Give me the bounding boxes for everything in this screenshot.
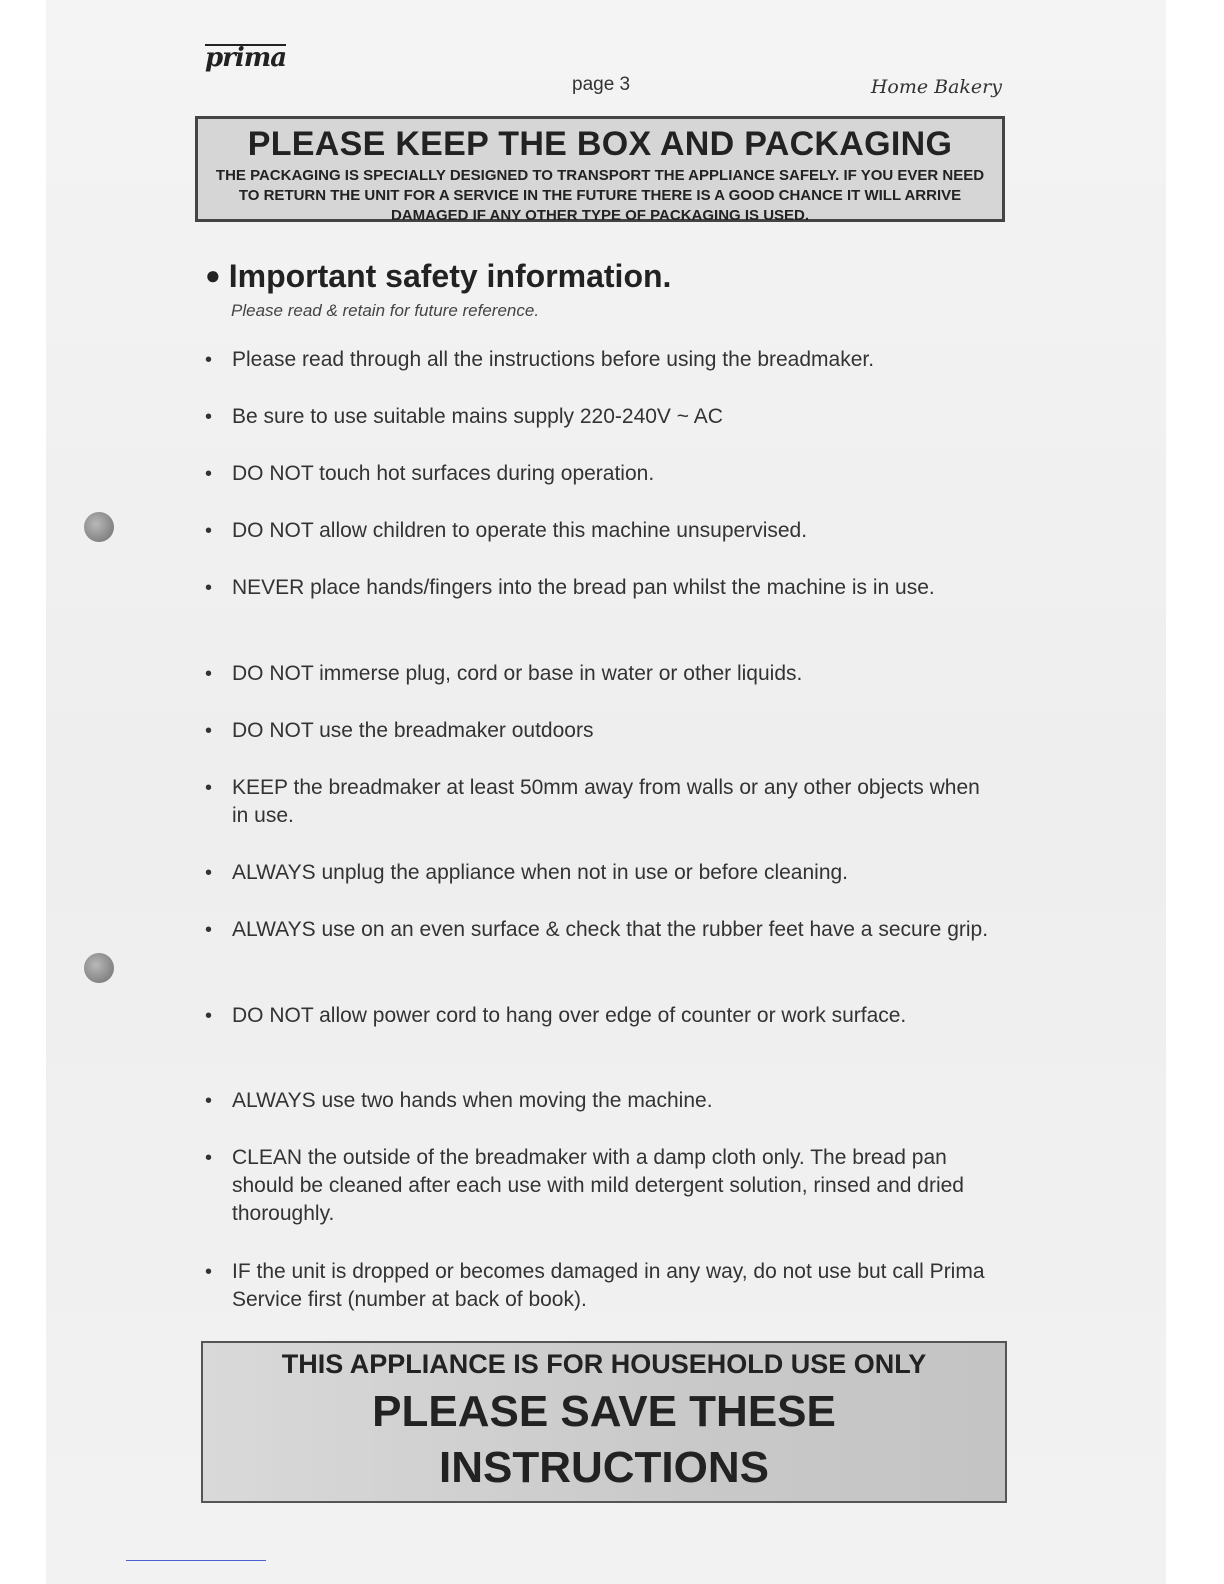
list-item: • DO NOT touch hot surfaces during operation.: [205, 460, 995, 488]
list-item: • ALWAYS use on an even surface & check that the rubber feet have a secure grip.: [205, 916, 995, 944]
divider: [126, 1560, 266, 1561]
packaging-notice-box: [195, 116, 1005, 222]
list-item: • ALWAYS use two hands when moving the machine.: [205, 1087, 995, 1115]
save-instructions-box: [201, 1341, 1007, 1503]
list-item: • DO NOT allow power cord to hang over edge of counter or work surface.: [205, 1002, 995, 1030]
safety-subtitle: Please read & retain for future reference.: [231, 301, 540, 320]
list-item: • DO NOT use the breadmaker outdoors: [205, 717, 995, 745]
list-item: • DO NOT allow children to operate this machine unsupervised.: [205, 517, 995, 545]
list-item: • DO NOT immerse plug, cord or base in water or other liquids.: [205, 660, 995, 688]
page-margin-left: [0, 0, 46, 1584]
list-item: • KEEP the breadmaker at least 50mm away from walls or any other objects when in use.: [205, 774, 995, 830]
header-brand-title: Home Bakery: [870, 76, 1002, 98]
safety-section-title: [205, 258, 671, 295]
bullet-icon: ●: [205, 260, 221, 290]
packaging-notice-body: THE PACKAGING IS SPECIALLY DESIGNED TO TRANSPORT THE APPLIANCE SAFELY. IF YOU EVER NEED TO RETURN THE UNIT FOR A SERVICE IN THE FUTURE THERE IS A GOOD CHANCE IT WILL ARRIVE DAMAGED IF ANY OTHER TYPE OF PACKAGING IS USED.: [215, 167, 985, 224]
list-item: • CLEAN the outside of the breadmaker with a damp cloth only. The bread pan should be cleaned after each use with mild detergent solution, rinsed and dried thoroughly.: [205, 1144, 995, 1228]
punch-hole-icon: [84, 512, 114, 542]
list-item: • ALWAYS unplug the appliance when not in use or before cleaning.: [205, 859, 995, 887]
list-item: • IF the unit is dropped or becomes damaged in any way, do not use but call Prima Service first (number at back of book).: [205, 1258, 995, 1314]
page-number: page 3: [572, 74, 631, 95]
packaging-notice-heading: PLEASE KEEP THE BOX AND PACKAGING: [247, 125, 953, 163]
page-margin-right: [1166, 0, 1224, 1584]
safety-title-text: Important safety information.: [228, 258, 672, 294]
prima-logo: prima: [205, 43, 287, 73]
list-item: • NEVER place hands/fingers into the bread pan whilst the machine is in use.: [205, 574, 995, 602]
save-instructions-heading: PLEASE SAVE THESE INSTRUCTIONS: [372, 1387, 836, 1492]
punch-hole-icon: [84, 953, 114, 983]
list-item: • Be sure to use suitable mains supply 220-240V ~ AC: [205, 403, 995, 431]
household-use-notice: THIS APPLIANCE IS FOR HOUSEHOLD USE ONLY: [281, 1349, 927, 1379]
list-item: • Please read through all the instructions before using the breadmaker.: [205, 346, 995, 374]
